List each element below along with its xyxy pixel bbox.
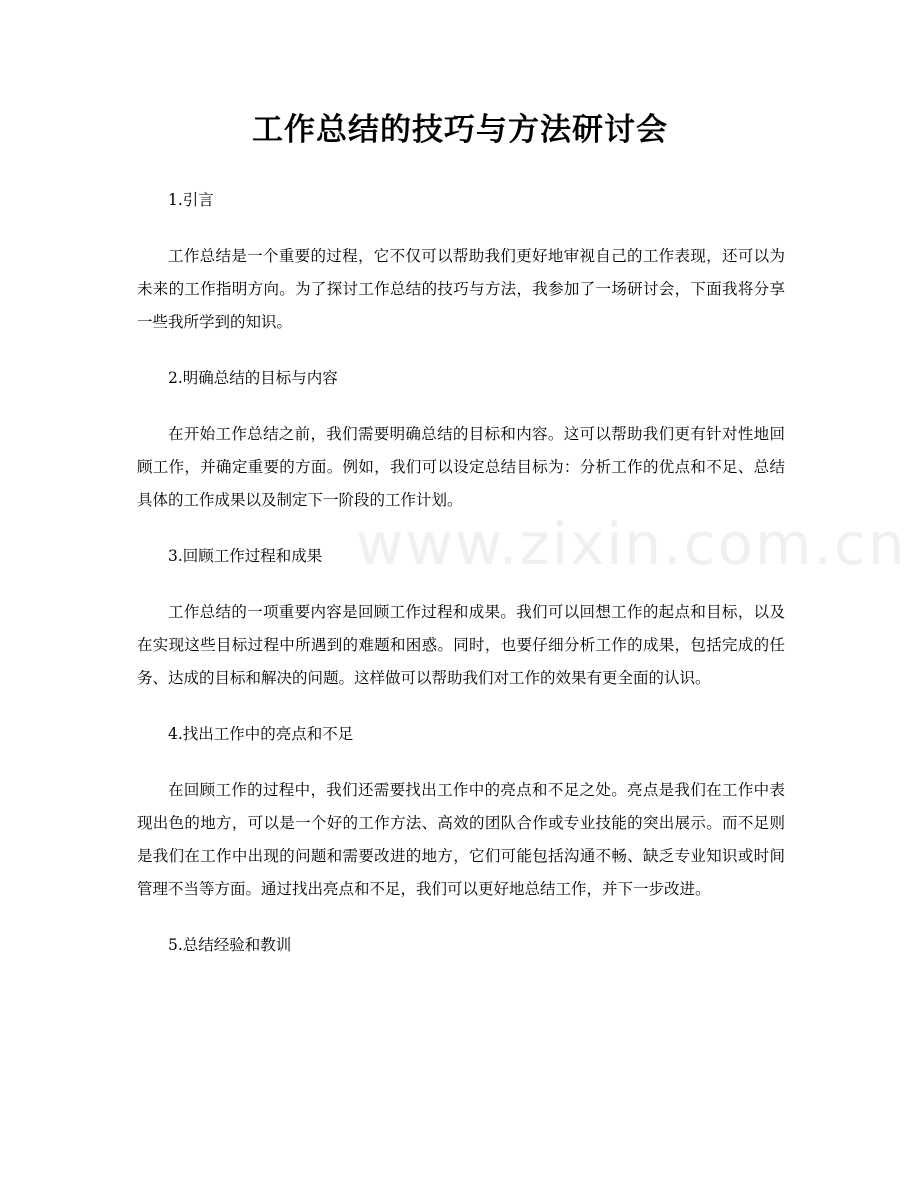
section-lessons bbox=[137, 929, 785, 962]
section-review-process bbox=[137, 540, 785, 695]
section-paragraph: 工作总结是一个重要的过程，它不仅可以帮助我们更好地审视自己的工作表现，还可以为未来的工作指明方向。为了探讨工作总结的技巧与方法，我参加了一场研讨会，下面我将分享一些我所学到的知识。 bbox=[137, 247, 785, 331]
section-highlights-shortcomings bbox=[137, 718, 785, 906]
section-heading: 2.明确总结的目标与内容 bbox=[168, 369, 338, 387]
section-paragraph: 在回顾工作的过程中，我们还需要找出工作中的亮点和不足之处。亮点是我们在工作中表现出色的地方，可以是一个好的工作方法、高效的团队合作或专业技能的突出展示。而不足则是我们在工作中出现的问题和需要改进的地方，它们可能包括沟通不畅、缺乏专业知识或时间管理不当等方面。通过找出亮点和不足，我们可以更好地总结工作，并下一步改进。 bbox=[137, 781, 785, 898]
document-title: 工作总结的技巧与方法研讨会 bbox=[252, 112, 668, 148]
section-paragraph: 工作总结的一项重要内容是回顾工作过程和成果。我们可以回想工作的起点和目标，以及在实现这些目标过程中所遇到的难题和困惑。同时，也要仔细分析工作的成果，包括完成的任务、达成的目标和解决的问题。这样做可以帮助我们对工作的效果有更全面的认识。 bbox=[137, 603, 785, 687]
section-goals-content bbox=[137, 362, 785, 517]
section-heading: 4.找出工作中的亮点和不足 bbox=[168, 725, 354, 743]
section-introduction bbox=[137, 184, 785, 339]
section-paragraph: 在开始工作总结之前，我们需要明确总结的目标和内容。这可以帮助我们更有针对性地回顾工作，并确定重要的方面。例如，我们可以设定总结目标为：分析工作的优点和不足、总结具体的工作成果以及制定下一阶段的工作计划。 bbox=[137, 425, 785, 509]
section-heading: 1.引言 bbox=[168, 191, 214, 209]
section-heading: 5.总结经验和教训 bbox=[168, 936, 292, 954]
document-body bbox=[137, 184, 785, 985]
watermark: www.zixin.com.cn bbox=[356, 510, 907, 578]
section-heading: 3.回顾工作过程和成果 bbox=[168, 547, 323, 565]
